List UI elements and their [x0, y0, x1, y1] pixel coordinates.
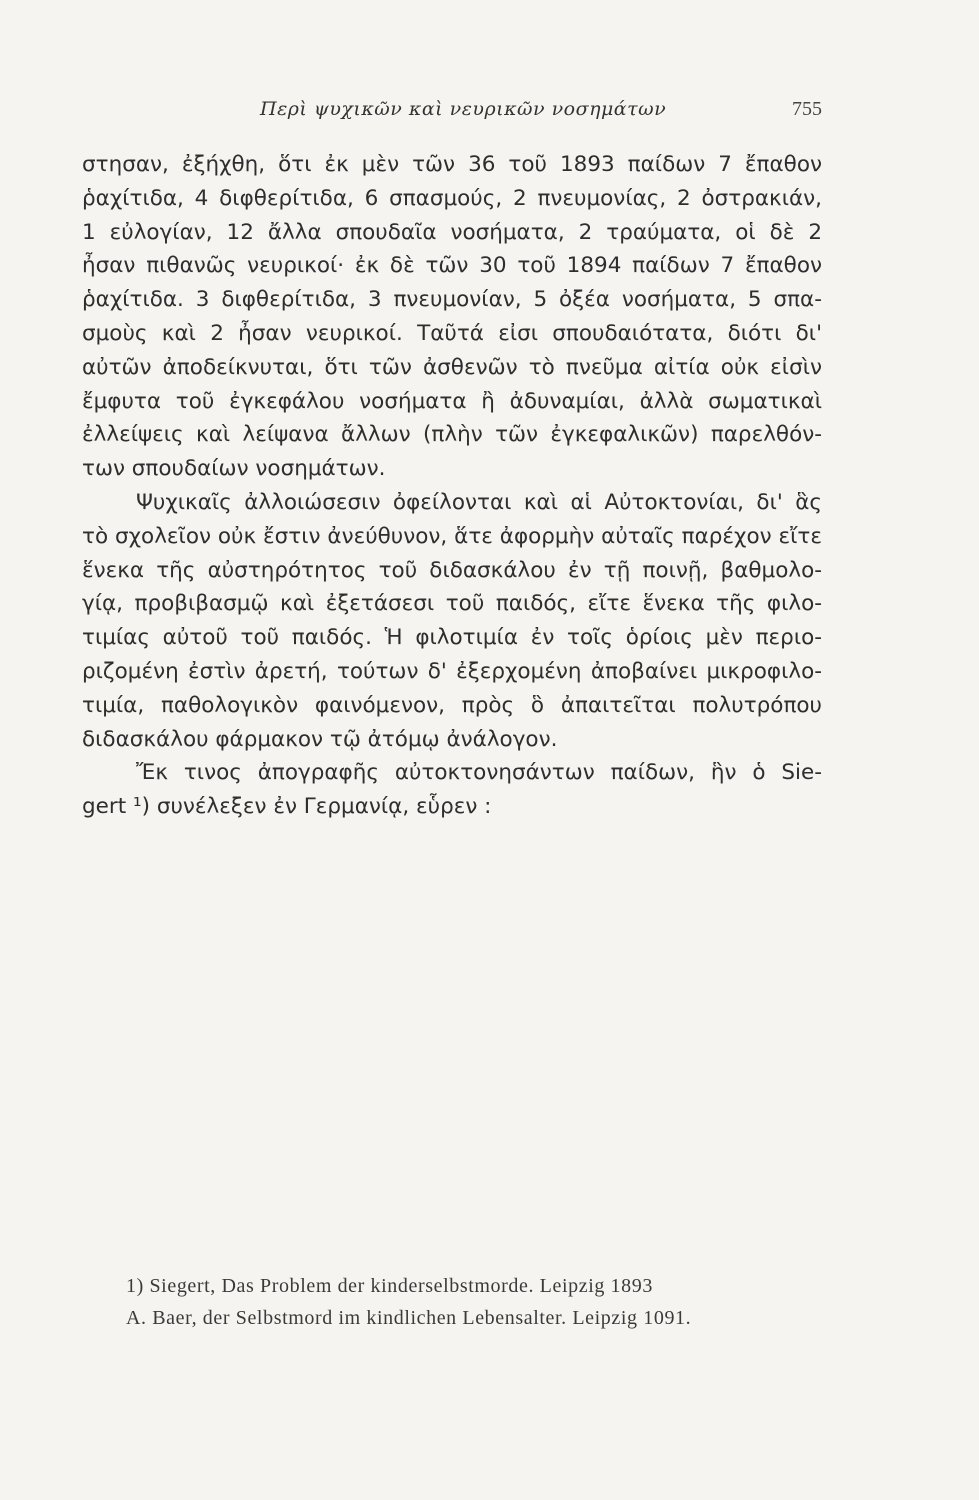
text-line: στησαν, ἐξήχθη, ὅτι ἐκ μὲν τῶν 36 τοῦ 1893 παίδων 7 ἔπαθον [82, 152, 822, 177]
text-line: ἐλλείψεις καὶ λείψανα ἄλλων (πλὴν τῶν ἐγκεφαλικῶν) παρελθόν- [82, 422, 822, 448]
text-line: σμοὺς καὶ 2 ἦσαν νευρικοί. Ταῦτά εἰσι σπουδαιότατα, διότι δι' [82, 320, 822, 346]
text-line: gert ¹) συνέλεξεν ἐν Γερμανίᾳ, εὗρεν : [82, 794, 492, 820]
text-line: αὐτῶν ἀποδείκνυται, ὅτι τῶν ἀσθενῶν τὸ πνεῦμα αἰτία οὐκ εἰσὶν [82, 354, 822, 380]
paragraph-start-line: Ἔκ τινος ἀπογραφῆς αὐτοκτονησάντων παίδων, ἣν ὁ Sie- [136, 760, 822, 786]
text-line: τὸ σχολεῖον οὐκ ἔστιν ἀνεύθυνον, ἅτε ἀφορμὴν αὐταῖς παρέχον εἴτε [82, 523, 822, 549]
text-line: ῥαχίτιδα. 3 διφθερίτιδα, 3 πνευμονίαν, 5 ὀξέα νοσήματα, 5 σπα- [82, 287, 822, 313]
text-line: των σπουδαίων νοσημάτων. [82, 456, 386, 482]
running-head [82, 98, 822, 128]
text-line: διδασκάλου φάρμακον τῷ ἀτόμῳ ἀνάλογον. [82, 726, 558, 752]
page-number: 755 [792, 98, 822, 120]
text-line: τιμία, παθολογικὸν φαινόμενον, πρὸς ὃ ἀπαιτεῖται πολυτρόπου [82, 692, 822, 718]
text-line: ἔμφυτα τοῦ ἐγκεφάλου νοσήματα ἢ ἀδυναμίαι, ἀλλὰ σωματικαὶ [82, 388, 822, 414]
footnotes [126, 1270, 826, 1334]
text-line: ῥαχίτιδα, 4 διφθερίτιδα, 6 σπασμούς, 2 πνευμονίας, 2 ὀστρακιάν, [82, 185, 822, 211]
text-line: ἦσαν πιθανῶς νευρικοί· ἐκ δὲ τῶν 30 τοῦ 1894 παίδων 7 ἔπαθον [82, 253, 822, 279]
text-line: ριζομένη ἐστὶν ἀρετή, τούτων δ' ἐξερχομένη ἀποβαίνει μικροφιλο- [82, 658, 822, 684]
footnote-line: A. Baer, der Selbstmord im kindlichen Lebensalter. Leipzig 1091. [126, 1307, 692, 1329]
text-line: τιμίας αὐτοῦ τοῦ παιδός. Ἡ φιλοτιμία ἐν τοῖς ὁρίοις μὲν περιο- [82, 625, 822, 651]
footnote-line: 1) Siegert, Das Problem der kinderselbstmorde. Leipzig 1893 [126, 1275, 653, 1297]
body-text [82, 148, 822, 824]
text-line: ἕνεκα τῆς αὐστηρότητος τοῦ διδασκάλου ἐν τῇ ποινῇ, βαθμολο- [82, 557, 822, 583]
text-line: γίᾳ, προβιβασμῷ καὶ ἐξετάσεσι τοῦ παιδός, εἴτε ἕνεκα τῆς φιλο- [82, 591, 822, 617]
paragraph-start-line: Ψυχικαῖς ἀλλοιώσεσιν ὀφείλονται καὶ αἱ Αὐτοκτονίαι, δι' ἃς [136, 489, 822, 515]
text-line: 1 εὐλογίαν, 12 ἄλλα σπουδαῖα νοσήματα, 2 τραύματα, οἱ δὲ 2 [82, 219, 822, 245]
running-title: Περὶ ψυχικῶν καὶ νευρικῶν νοσημάτων [260, 98, 667, 120]
